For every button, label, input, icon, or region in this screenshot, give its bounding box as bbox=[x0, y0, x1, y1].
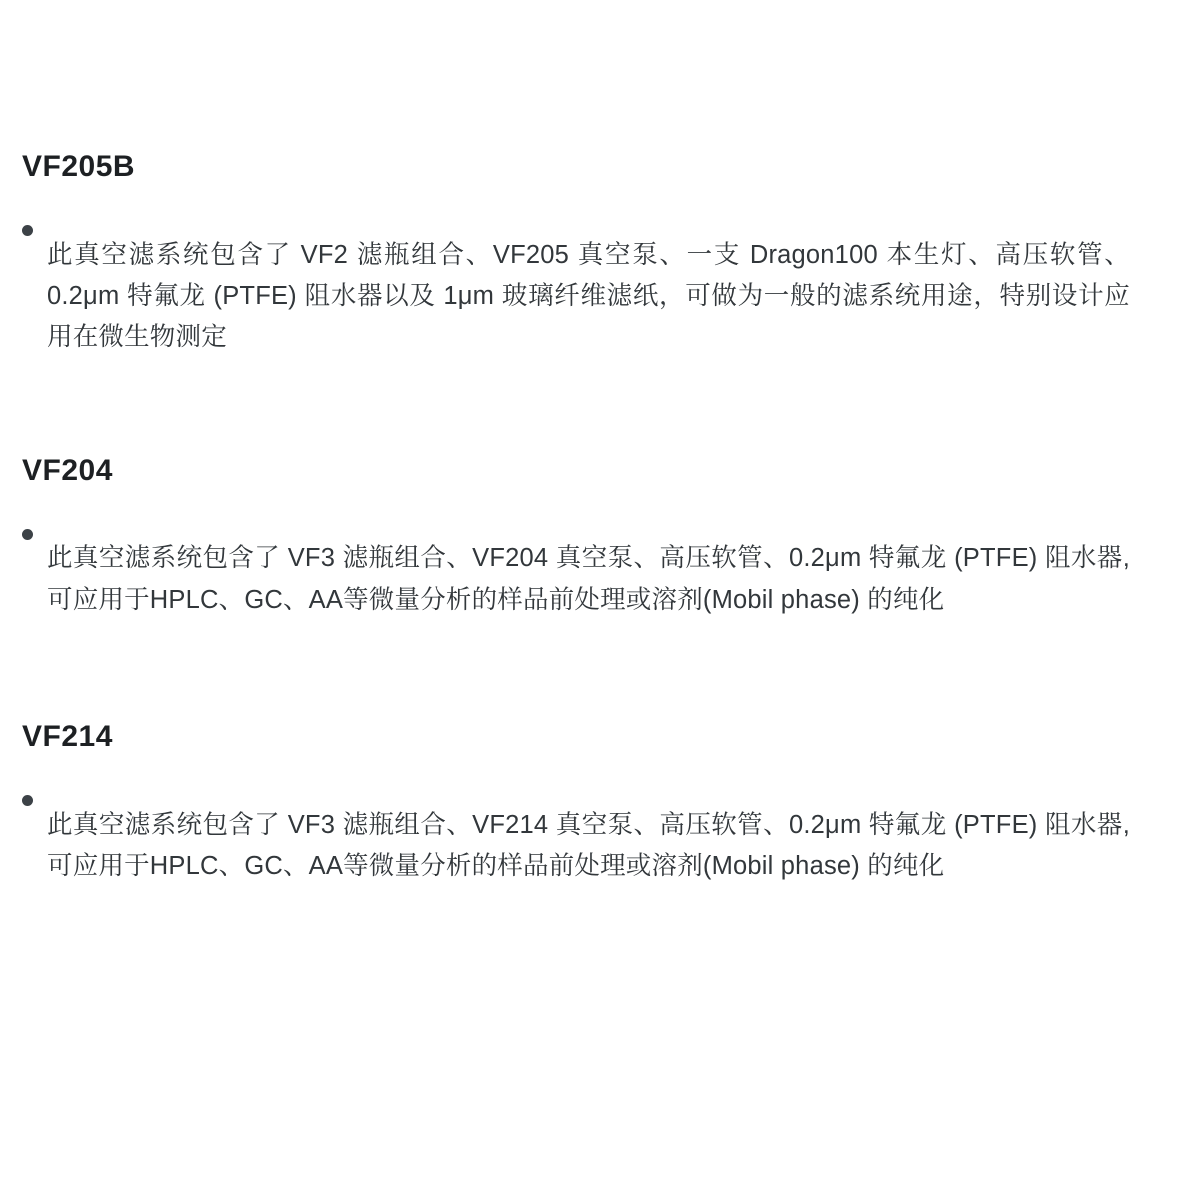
bullet-text: 此真空滤系统包含了 VF2 滤瓶组合、VF205 真空泵、一支 Dragon100 本生灯、高压软管、0.2μm 特氟龙 (PTFE) 阻水器以及 1μm 玻璃纤维滤纸，可做为一般的滤系统用途，特别设计应用在微生物测定 bbox=[47, 240, 1130, 352]
list-item bbox=[22, 209, 1130, 384]
section-vf205b bbox=[22, 150, 1130, 384]
spacer bbox=[22, 392, 1130, 454]
spacer bbox=[22, 654, 1130, 720]
bullet-dot-icon bbox=[22, 225, 33, 236]
list-item bbox=[22, 779, 1130, 913]
section-title-vf214: VF214 bbox=[22, 720, 113, 754]
bullet-dot-icon bbox=[22, 795, 33, 806]
bullet-text: 此真空滤系统包含了 VF3 滤瓶组合、VF204 真空泵、高压软管、0.2μm 特氟龙 (PTFE) 阻水器,可应用于HPLC、GC、AA等微量分析的样品前处理或溶剂(Mobil phase) 的纯化 bbox=[47, 544, 1130, 614]
section-title-vf205b: VF205B bbox=[22, 150, 136, 183]
list-item bbox=[22, 513, 1130, 647]
bullet-text: 此真空滤系统包含了 VF3 滤瓶组合、VF214 真空泵、高压软管、0.2μm 特氟龙 (PTFE) 阻水器,可应用于HPLC、GC、AA等微量分析的样品前处理或溶剂(Mobil phase) 的纯化 bbox=[47, 810, 1130, 881]
section-vf204 bbox=[22, 454, 1130, 647]
section-title-vf204: VF204 bbox=[22, 453, 113, 487]
bullet-dot-icon bbox=[22, 529, 33, 540]
section-vf214 bbox=[22, 720, 1130, 913]
